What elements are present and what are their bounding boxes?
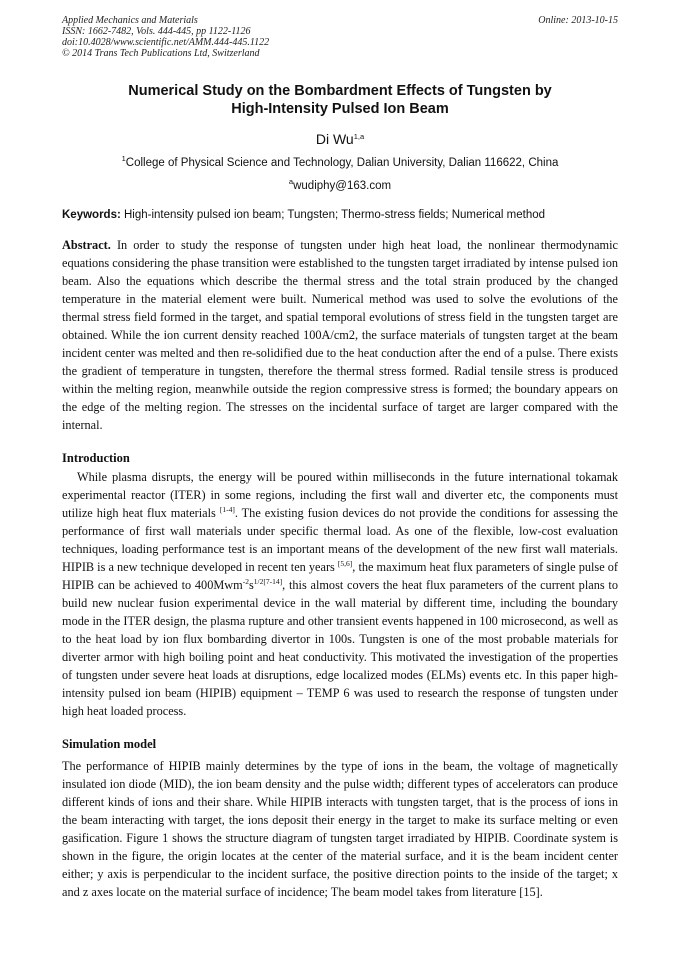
intro-text-4: s xyxy=(248,578,254,592)
email-superscript: a xyxy=(288,177,294,186)
author-email xyxy=(62,179,618,193)
introduction-heading: Introduction xyxy=(62,451,130,465)
author-line xyxy=(62,130,618,148)
email-text[interactable]: wudiphy@163.com xyxy=(293,180,392,192)
intro-text-3: , the maximum heat flux parameters of single pulse of HIPIB can be achieved to 400Mwm xyxy=(62,560,618,592)
doi-line[interactable]: doi:10.4028/www.scientific.net/AMM.444-445.1122 xyxy=(62,37,270,48)
citation-2: [5,6] xyxy=(337,559,353,568)
author-superscript: 1,a xyxy=(353,132,365,141)
affiliation-text: College of Physical Science and Technology, Dalian University, Dalian 116622, China xyxy=(125,157,559,169)
exponent-1: -2 xyxy=(242,577,249,586)
introduction-paragraph xyxy=(62,468,618,720)
keywords-label: Keywords: xyxy=(62,209,121,221)
intro-text-2: . The existing fusion devices do not provide the conditions for assessing the performance of first wall materials under specific thermal load. As one of the flexible, low-cost evaluation techniques, loading performance test is an important means of the development of the new first wall materials. HIPIB is a new technique developed in recent ten years xyxy=(62,506,618,574)
title-line-2: High-Intensity Pulsed Ion Beam xyxy=(231,101,449,117)
keywords xyxy=(62,208,618,222)
abstract-text: In order to study the response of tungsten under high heat load, the nonlinear thermodynamic equations considering the phase transition were established to the tungsten target irradiated by intense pulsed ion beam. Also the equations which describe the thermal stress and the total strain produced by the changed temperature in the material element were built. Numerical method was used to solve the evolutions of the thermal stress field formed in the target, and spatial temporal evolutions of stress field in the tungsten target are obtained. While the ion current density reached 100A/cm2, the surface materials of tungsten target at the beam incident center was melted and then re-solidified due to the heat conduction after the end of a pulse. There exists the gradient of temperature in tungsten, therefore the thermal stress formed. Radial tensile stress is produced within the melting region, meanwhile outside the region compressive stress is formed; the boundary appears on the edge of the melting region. The stresses on the incidental surface of target are larger compared with the internal. xyxy=(62,238,618,432)
journal-header xyxy=(62,15,618,59)
online-date: Online: 2013-10-15 xyxy=(538,15,618,26)
keywords-text: High-intensity pulsed ion beam; Tungsten; Thermo-stress fields; Numerical method xyxy=(124,209,546,221)
intro-text-1: While plasma disrupts, the energy will be poured within milliseconds in the future international tokamak experimental reactor (ITER) in some regions, including the first wall and diverter etc, the components must utilize high heat flux materials xyxy=(62,470,618,520)
simulation-heading: Simulation model xyxy=(62,737,157,751)
author-name: Di Wu xyxy=(315,131,354,147)
affiliation-superscript: 1 xyxy=(121,154,126,163)
abstract-label: Abstract. xyxy=(62,238,111,252)
copyright-line: © 2014 Trans Tech Publications Ltd, Switzerland xyxy=(62,48,260,59)
intro-text-5: , this almost covers the heat flux parameters of the current plans to build new nuclear fusion experimental device in the wall material by different time, including the boundary mode in the ITER design, the plasma rupture and other transient events happened in 100 microsecond, as well as to the heat load by ion flux bombarding divertor in 100s. Tungsten is one of the most probable materials for diverter armor with high boiling point and heat conductivity. This motivated the investigation of the properties of tungsten under severe heat loads at disruptions, edge localized modes (ELMs) events etc. In this paper high-intensity pulsed ion beam (HIPIB) equipment – TEMP 6 was used to research the response of tungsten under high heat loaded process. xyxy=(62,578,618,718)
abstract xyxy=(62,236,618,434)
exponent-2: 1/2[7-14] xyxy=(253,577,283,586)
citation-1: [1-4] xyxy=(219,505,235,514)
title-line-1: Numerical Study on the Bombardment Effects of Tungsten by xyxy=(128,83,552,99)
affiliation xyxy=(62,156,618,170)
paper-title xyxy=(62,82,618,118)
issn-line: ISSN: 1662-7482, Vols. 444-445, pp 1122-1126 xyxy=(62,26,251,37)
simulation-paragraph: The performance of HIPIB mainly determines by the type of ions in the beam, the voltage of magnetically insulated ion diode (MID), the ion beam density and the pulse width; different types of accelerators can produce different kinds of ions and their share. While HIPIB interacts with tungsten target, that is the process of ions in the beam interacting with target, the ions deposit their energy in the target to make its surface melting or even gasification. Figure 1 shows the structure diagram of tungsten target irradiated by HIPIB. Coordinate system is shown in the figure, the origin locates at the center of the material surface, and it is the beam incident center either; y axis is perpendicular to the incident surface, the positive direction points to the inside of the target; x and z axes locate on the material surface of incidence; The beam model takes from literature [15]. xyxy=(62,759,618,899)
journal-name: Applied Mechanics and Materials xyxy=(62,15,198,26)
